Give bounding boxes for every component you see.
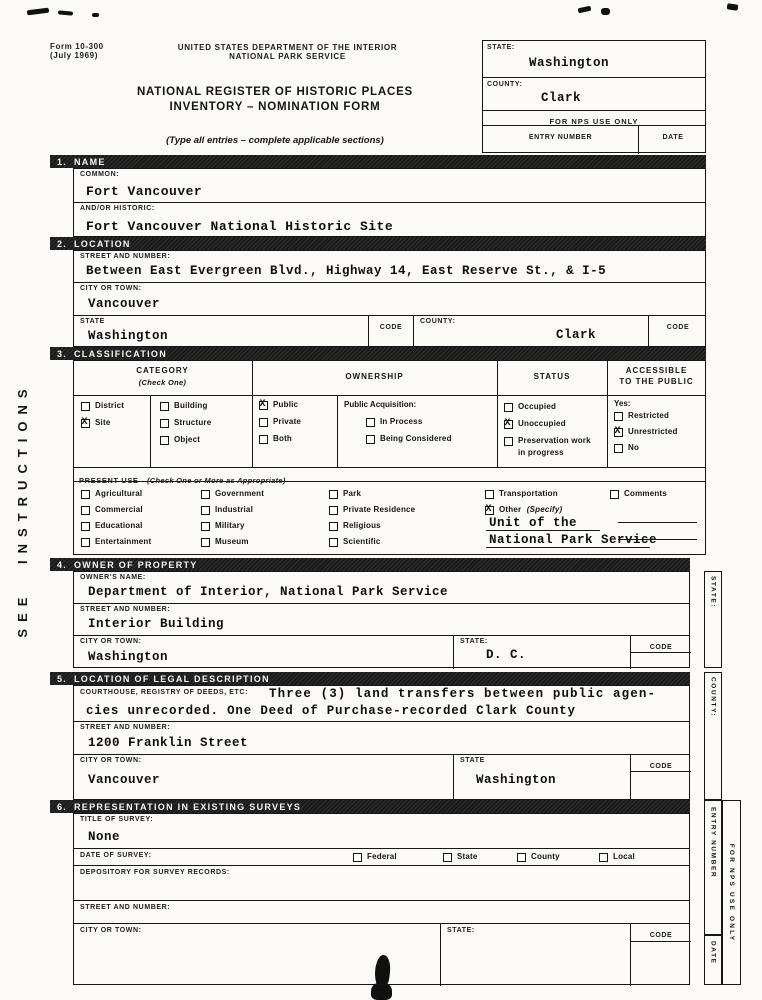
checkbox-label: Public — [273, 400, 299, 409]
checkbox-restricted[interactable] — [614, 411, 669, 421]
state-label: STATE — [80, 318, 105, 325]
scan-artifact — [58, 10, 73, 15]
date-label: DATE — [662, 134, 684, 141]
header-county-value: Clark — [541, 91, 582, 105]
historic-name-value: Fort Vancouver National Historic Site — [86, 219, 394, 234]
checkbox-icon[interactable] — [81, 419, 90, 428]
county-value: Clark — [556, 328, 597, 342]
checkbox-other[interactable] — [485, 505, 562, 515]
header-county-label: COUNTY: — [487, 81, 523, 88]
checkbox-icon[interactable] — [329, 538, 338, 547]
courthouse-value-line-2: cies unrecorded. One Deed of Purchase-recorded Clark County — [86, 704, 576, 718]
legal-code-cell — [631, 755, 691, 801]
city-row — [74, 283, 705, 316]
checkbox-label: Private Residence — [343, 505, 416, 514]
fill-rule — [486, 530, 600, 531]
accessible-yes-label: Yes: — [614, 399, 631, 408]
street-value: Between East Evergreen Blvd., Highway 14, East Reserve St., & I-5 — [86, 264, 607, 278]
divider — [150, 395, 151, 467]
legal-city-row — [74, 755, 689, 801]
survey-code-label: CODE — [649, 932, 673, 939]
owner-city-label: CITY OR TOWN: — [80, 638, 142, 645]
checkbox-icon[interactable] — [610, 490, 619, 499]
checkbox-label: Object — [174, 435, 201, 444]
right-margin-entry-number-label: ENTRY NUMBER — [709, 807, 717, 879]
header-entry-date-row — [483, 125, 705, 154]
category-header: CATEGORY — [136, 366, 189, 375]
checkbox-federal[interactable] — [353, 852, 397, 862]
checkbox-label: Occupied — [518, 402, 557, 411]
checkbox-label — [518, 436, 591, 458]
checkbox-icon[interactable] — [366, 435, 375, 444]
checkbox-label: Federal — [367, 852, 397, 861]
agency-line-2: NATIONAL PARK SERVICE — [229, 52, 346, 61]
checkbox-icon[interactable] — [329, 506, 338, 515]
checkbox-icon[interactable] — [329, 522, 338, 531]
checkbox-label: Transportation — [499, 489, 558, 498]
checkbox-icon[interactable] — [259, 418, 268, 427]
header-state-label: STATE: — [487, 44, 515, 51]
checkbox-icon[interactable] — [81, 506, 90, 515]
right-margin-state-box — [704, 571, 722, 668]
historic-name-row — [74, 203, 705, 238]
accessible-header-2: TO THE PUBLIC — [619, 377, 694, 386]
street-row — [74, 251, 705, 283]
state-value: Washington — [88, 329, 169, 343]
header-nps-only-row — [483, 110, 705, 125]
checkbox-label: Commercial — [95, 505, 143, 514]
header-state-value: Washington — [529, 56, 610, 70]
owner-name-label: OWNER'S NAME: — [80, 574, 146, 581]
checkbox-icon[interactable] — [504, 437, 513, 446]
form-title-block — [95, 86, 455, 113]
scan-artifact — [578, 6, 592, 14]
checkbox-label: Entertainment — [95, 537, 152, 546]
category-header-note: (Check One) — [138, 378, 187, 387]
county-cell — [414, 316, 649, 348]
header-state-row — [483, 41, 705, 77]
survey-title-row — [74, 814, 689, 849]
owner-state-label: STATE: — [460, 638, 488, 645]
checkbox-icon[interactable] — [160, 419, 169, 428]
checkbox-scientific[interactable] — [329, 537, 381, 547]
legal-state-value: Washington — [476, 773, 557, 787]
scan-artifact — [92, 13, 99, 17]
checkbox-agricultural[interactable] — [81, 489, 142, 499]
checkbox-comments[interactable] — [610, 489, 667, 499]
agency-block — [140, 43, 435, 61]
checkbox-icon[interactable] — [201, 538, 210, 547]
checkbox-educational[interactable] — [81, 521, 143, 531]
nps-header-box — [482, 40, 706, 153]
checkbox-icon[interactable] — [614, 412, 623, 421]
form-number-block — [50, 42, 145, 60]
section-2-box — [73, 250, 706, 347]
legal-state-cell — [454, 755, 631, 801]
scan-artifact — [727, 3, 739, 10]
checkbox-entertainment[interactable] — [81, 537, 151, 547]
courthouse-value-line-1: Three (3) land transfers between public agen- — [269, 687, 657, 701]
legal-city-cell — [74, 755, 454, 801]
divider — [73, 395, 706, 396]
section-6-title: REPRESENTATION IN EXISTING SURVEYS — [74, 801, 302, 812]
checkbox-local[interactable] — [599, 852, 635, 862]
nps-use-only-label: FOR NPS USE ONLY — [549, 117, 639, 126]
legal-city-label: CITY OR TOWN: — [80, 757, 142, 764]
checkbox-label: Military — [215, 521, 245, 530]
checkbox-icon[interactable] — [504, 403, 513, 412]
section-5-bar — [50, 672, 690, 685]
checkbox-structure[interactable] — [160, 418, 211, 428]
survey-street-label: STREET AND NUMBER: — [80, 904, 171, 911]
checkbox-icon[interactable] — [366, 418, 375, 427]
checkbox-icon[interactable] — [517, 853, 526, 862]
checkbox-in-process[interactable] — [366, 417, 422, 427]
comments-blank-rule — [618, 522, 697, 523]
code-box-rule — [631, 941, 691, 942]
comments-blank-rule — [618, 539, 697, 540]
form-revision: (July 1969) — [50, 51, 98, 60]
legal-city-value: Vancouver — [88, 773, 161, 787]
section-4-number: 4. — [57, 559, 68, 570]
checkbox-icon[interactable] — [201, 506, 210, 515]
checkbox-unoccupied[interactable] — [504, 419, 566, 429]
state-cell — [74, 316, 369, 348]
other-label: Other — [499, 505, 522, 514]
common-name-row — [74, 169, 705, 203]
survey-date-row — [74, 849, 689, 866]
form-number: Form 10-300 — [50, 42, 104, 51]
city-value: Vancouver — [88, 297, 161, 311]
checkbox-site[interactable] — [81, 418, 110, 428]
section-3-bar — [50, 347, 706, 360]
checkbox-label: Government — [215, 489, 265, 498]
agency-line-1: UNITED STATES DEPARTMENT OF THE INTERIOR — [177, 43, 398, 52]
checkbox-object[interactable] — [160, 435, 200, 445]
section-1-box — [73, 168, 706, 237]
legal-street-row — [74, 722, 689, 755]
code-cell-2 — [649, 316, 707, 348]
owner-state-cell — [454, 636, 631, 669]
survey-code-cell — [631, 924, 691, 986]
checkbox-icon[interactable] — [599, 853, 608, 862]
checkbox-building[interactable] — [160, 401, 208, 411]
divider — [337, 395, 338, 467]
ownership-header: OWNERSHIP — [345, 372, 404, 381]
checkbox-label: Comments — [624, 489, 667, 498]
section-3-number: 3. — [57, 348, 68, 359]
survey-state-cell — [441, 924, 631, 986]
checkbox-label: State — [457, 852, 478, 861]
depository-row — [74, 866, 689, 901]
form-title-line-2: INVENTORY – NOMINATION FORM — [169, 101, 381, 113]
left-margin-instructions: SEE INSTRUCTIONS — [15, 382, 30, 638]
type-instructions: (Type all entries – complete applicable sections) — [166, 135, 384, 146]
checkbox-label: Restricted — [628, 411, 670, 420]
entry-number-cell — [483, 126, 639, 154]
right-margin-nps-only-box — [722, 800, 741, 985]
survey-title-label: TITLE OF SURVEY: — [80, 816, 154, 823]
checkbox-label: Scientific — [343, 537, 381, 546]
state-county-row — [74, 316, 705, 348]
right-margin-county-label: COUNTY: — [709, 677, 717, 718]
common-name-value: Fort Vancouver — [86, 184, 203, 199]
other-specify-value-line-2: National Park Service — [489, 533, 658, 547]
legal-state-label: STATE — [460, 757, 485, 764]
checkbox-icon[interactable] — [485, 506, 494, 515]
status-header: STATUS — [533, 372, 571, 381]
owner-code-label: CODE — [649, 644, 673, 651]
checkbox-icon[interactable] — [201, 522, 210, 531]
checkbox-label: Both — [273, 434, 293, 443]
checkbox-label: No — [628, 443, 640, 452]
courthouse-row — [74, 686, 689, 722]
checkbox-icon[interactable] — [259, 401, 268, 410]
header-county-row — [483, 77, 705, 110]
checkbox-private[interactable] — [259, 417, 301, 427]
checkbox-label: Being Considered — [380, 434, 452, 443]
city-label: CITY OR TOWN: — [80, 285, 142, 292]
entry-number-label: ENTRY NUMBER — [528, 134, 593, 141]
checkbox-label: Museum — [215, 537, 249, 546]
checkbox-label: Industrial — [215, 505, 254, 514]
owner-street-label: STREET AND NUMBER: — [80, 606, 171, 613]
survey-title-value: None — [88, 830, 121, 844]
section-6-number: 6. — [57, 801, 68, 812]
checkbox-label: Agricultural — [95, 489, 143, 498]
legal-code-label: CODE — [649, 763, 673, 770]
code-box-rule — [631, 771, 691, 772]
survey-city-cell — [74, 924, 441, 986]
checkbox-icon[interactable] — [443, 853, 452, 862]
checkbox-icon[interactable] — [614, 444, 623, 453]
checkbox-label — [499, 505, 562, 515]
present-use-strip — [79, 470, 286, 488]
checkbox-label: In Process — [380, 417, 423, 426]
section-4-bar — [50, 558, 690, 571]
checkbox-label: Unoccupied — [518, 419, 566, 428]
date-cell — [639, 126, 707, 154]
checkbox-label: Building — [174, 401, 208, 410]
checkbox-icon[interactable] — [504, 420, 513, 429]
checkbox-government[interactable] — [201, 489, 264, 499]
legal-street-value: 1200 Franklin Street — [88, 736, 249, 750]
legal-street-label: STREET AND NUMBER: — [80, 724, 171, 731]
checkbox-icon[interactable] — [329, 490, 338, 499]
owner-city-row — [74, 636, 689, 669]
checkbox-icon[interactable] — [259, 435, 268, 444]
other-specify-note: (Specify) — [526, 505, 563, 514]
section-2-bar — [50, 237, 706, 250]
checkbox-transportation[interactable] — [485, 489, 558, 499]
checkbox-icon[interactable] — [201, 490, 210, 499]
owner-street-value: Interior Building — [88, 617, 225, 631]
checkbox-preservation-work[interactable] — [504, 436, 591, 458]
checkbox-public[interactable] — [259, 400, 298, 410]
survey-state-label: STATE: — [447, 927, 475, 934]
section-2-number: 2. — [57, 238, 68, 249]
checkbox-icon[interactable] — [353, 853, 362, 862]
owner-city-cell — [74, 636, 454, 669]
right-margin-state-label: STATE: — [709, 576, 717, 609]
checkbox-military[interactable] — [201, 521, 245, 531]
checkbox-icon[interactable] — [485, 490, 494, 499]
public-acquisition-label: Public Acquisition: — [344, 400, 417, 409]
checkbox-label: Site — [95, 418, 111, 427]
code-label-2: CODE — [666, 324, 690, 331]
checkbox-museum[interactable] — [201, 537, 249, 547]
checkbox-icon[interactable] — [81, 522, 90, 531]
owner-street-row — [74, 604, 689, 636]
street-label: STREET AND NUMBER: — [80, 253, 171, 260]
checkbox-icon[interactable] — [81, 538, 90, 547]
section-6-bar — [50, 800, 690, 813]
owner-city-value: Washington — [88, 650, 169, 664]
form-title-line-1: NATIONAL REGISTER OF HISTORIC PLACES — [136, 86, 414, 98]
checkbox-religious[interactable] — [329, 521, 381, 531]
county-label: COUNTY: — [420, 318, 456, 325]
section-3-box — [73, 360, 706, 555]
section-6-box — [73, 813, 690, 985]
checkbox-icon[interactable] — [614, 428, 623, 437]
checkbox-both[interactable] — [259, 434, 292, 444]
survey-city-label: CITY OR TOWN: — [80, 927, 142, 934]
section-5-box — [73, 685, 690, 800]
present-use-note: (Check One or More as Appropriate) — [146, 476, 286, 485]
owner-name-value: Department of Interior, National Park Service — [88, 585, 449, 599]
checkbox-icon[interactable] — [160, 402, 169, 411]
checkbox-label: Educational — [95, 521, 143, 530]
section-3-title: CLASSIFICATION — [74, 348, 168, 359]
code-label: CODE — [379, 324, 403, 331]
checkbox-label: Park — [343, 489, 362, 498]
other-specify-value-line-1: Unit of the — [489, 516, 578, 530]
scan-artifact — [601, 8, 610, 15]
checkbox-private-residence[interactable] — [329, 505, 415, 515]
fill-rule — [486, 547, 650, 548]
survey-date-label: DATE OF SURVEY: — [80, 852, 152, 859]
checkbox-being-considered[interactable] — [366, 434, 452, 444]
divider — [73, 467, 706, 468]
right-margin-date-box — [704, 935, 722, 985]
checkbox-industrial[interactable] — [201, 505, 253, 515]
checkbox-icon[interactable] — [160, 436, 169, 445]
checkbox-label-line-2: in progress — [518, 448, 564, 457]
section-1-title: NAME — [74, 156, 106, 167]
checkbox-commercial[interactable] — [81, 505, 143, 515]
checkbox-icon[interactable] — [81, 490, 90, 499]
checkbox-label: Unrestricted — [628, 427, 678, 436]
code-box-rule — [631, 652, 691, 653]
depository-label: DEPOSITORY FOR SURVEY RECORDS: — [80, 869, 230, 876]
checkbox-label: Religious — [343, 521, 381, 530]
historic-name-label: AND/OR HISTORIC: — [80, 205, 155, 212]
section-1-bar — [50, 155, 706, 168]
section-4-box — [73, 571, 690, 668]
checkbox-label-line-1: Preservation work — [518, 436, 591, 445]
right-margin-county-box — [704, 672, 722, 800]
checkbox-district[interactable] — [81, 401, 124, 411]
code-cell — [369, 316, 414, 348]
checkbox-occupied[interactable] — [504, 402, 556, 412]
checkbox-no[interactable] — [614, 443, 639, 453]
survey-street-row — [74, 901, 689, 924]
checkbox-label: District — [95, 401, 125, 410]
courthouse-label: COURTHOUSE, REGISTRY OF DEEDS, ETC: — [80, 689, 249, 696]
common-name-label: COMMON: — [80, 171, 120, 178]
owner-state-value: D. C. — [486, 648, 527, 662]
checkbox-icon[interactable] — [81, 402, 90, 411]
right-margin-entry-number-box — [704, 800, 722, 935]
checkbox-park[interactable] — [329, 489, 361, 499]
section-5-title: LOCATION OF LEGAL DESCRIPTION — [74, 673, 270, 684]
checkbox-label: Private — [273, 417, 302, 426]
section-5-number: 5. — [57, 673, 68, 684]
checkbox-label: County — [531, 852, 560, 861]
right-margin-nps-only-label: FOR NPS USE ONLY — [728, 843, 735, 942]
section-2-title: LOCATION — [74, 238, 131, 249]
accessible-header-1: ACCESSIBLE — [625, 366, 688, 375]
checkbox-unrestricted[interactable] — [614, 427, 678, 437]
survey-city-row — [74, 924, 689, 986]
checkbox-county[interactable] — [517, 852, 560, 862]
section-4-title: OWNER OF PROPERTY — [74, 559, 198, 570]
owner-code-cell — [631, 636, 691, 669]
checkbox-state[interactable] — [443, 852, 478, 862]
right-margin-date-label: DATE — [709, 941, 717, 965]
checkbox-label: Local — [613, 852, 635, 861]
checkbox-label: Structure — [174, 418, 212, 427]
owner-name-row — [74, 572, 689, 604]
scan-artifact — [27, 8, 49, 16]
section-1-number: 1. — [57, 156, 68, 167]
present-use-label: PRESENT USE — [79, 476, 139, 485]
